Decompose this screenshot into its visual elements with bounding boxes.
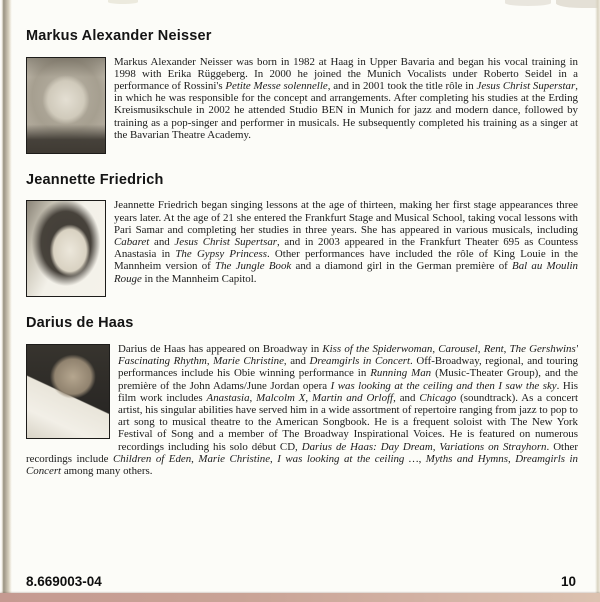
artist-name-heading: Darius de Haas xyxy=(26,315,134,332)
scan-smudge xyxy=(108,0,138,4)
page-footer xyxy=(26,574,576,589)
artist-section-jeannette-friedrich xyxy=(26,172,578,300)
artist-bio: Jeannette Friedrich began singing lessons at the age of thirteen, making her first stage appearances three years later. At the age of 21 she entered the Frankfurt Stage and Musical School, taking vocal lessons with Pari Samar and completing her studies in three years. She has appeared in various musicals, including Cabaret and Jesus Christ Supertsar, and in 2003 appeared in the Frankfurt Theater 695 as Countess Anastasia in The Gypsy Princess. Other performances have included the rôle of King Louie in the Mannheim version of The Jungle Book and a diamond girl in the German première of Bal au Moulin Rouge in the Mannheim Capitol. xyxy=(114,199,578,285)
scan-edge-left xyxy=(0,0,12,602)
scan-smudge xyxy=(505,0,551,6)
artist-photo xyxy=(26,344,110,439)
artist-section-markus-alexander-neisser xyxy=(26,28,578,156)
bio-block xyxy=(26,199,578,299)
artist-bio: Markus Alexander Neisser was born in 1982 at Haag in Upper Bavaria and began his vocal training in 1998 with Erika Rüggeberg. In 2000 he joined the Munich Vocalists under Roberto Seidel in a performance of Rossini's Petite Messe solennelle, and in 2001 took the title rôle in Jesus Christ Superstar, in which he was responsible for the concept and arrangements. After completing his studies at the Erding Kreismusikschule in 2002 he attended Studio BEN in Munich for jazz and modern dance, followed by training as a pop-singer and performer in musicals. He subsequently completed his training as a singer at the Bavarian Theatre Academy. xyxy=(114,55,578,141)
page-number: 10 xyxy=(560,574,576,589)
catalog-number: 8.669003-04 xyxy=(26,574,102,589)
artist-name-heading: Markus Alexander Neisser xyxy=(26,28,212,44)
scan-edge-bottom xyxy=(0,593,600,602)
artist-photo xyxy=(26,200,106,297)
artist-photo xyxy=(26,57,106,154)
page-content xyxy=(26,28,578,477)
artist-name-heading: Jeannette Friedrich xyxy=(26,171,164,188)
artist-bio: Darius de Haas has appeared on Broadway in Kiss of the Spiderwoman, Carousel, Rent, The Gershwins' Fascinating Rhythm, Marie Christine, and Dreamgirls in Concert. Off-Broadway, regional, and touring performances include his Obie winning performance in Running Man (Music-Theater Group), and the première of the John Adams/June Jordan opera I was looking at the ceiling and then I saw the sky. His film work includes Anastasia, Malcolm X, Martin and Orloff, and Chicago (soundtrack). As a concert artist, his singular abilities have served him in a wide assortment of repertoire ranging from jazz to pop to art song to musical theatre to the American Songbook. He is a frequent soloist with The New York Festival of Song and a member of The Broadway Inspirational Voices. He is featured on numerous recordings including his solo début CD, Darius de Haas: Day Dream, Variations on Strayhorn. Other recordings include Children of Eden, Marie Christine, I was looking at the ceiling …, Myths and Hymns, Dreamgirls in Concert among many others. xyxy=(26,343,578,478)
scan-smudge xyxy=(556,0,600,8)
scan-edge-right xyxy=(595,0,600,602)
artist-section-darius-de-haas xyxy=(26,315,578,477)
bio-block xyxy=(26,56,578,156)
bio-block xyxy=(26,343,578,477)
